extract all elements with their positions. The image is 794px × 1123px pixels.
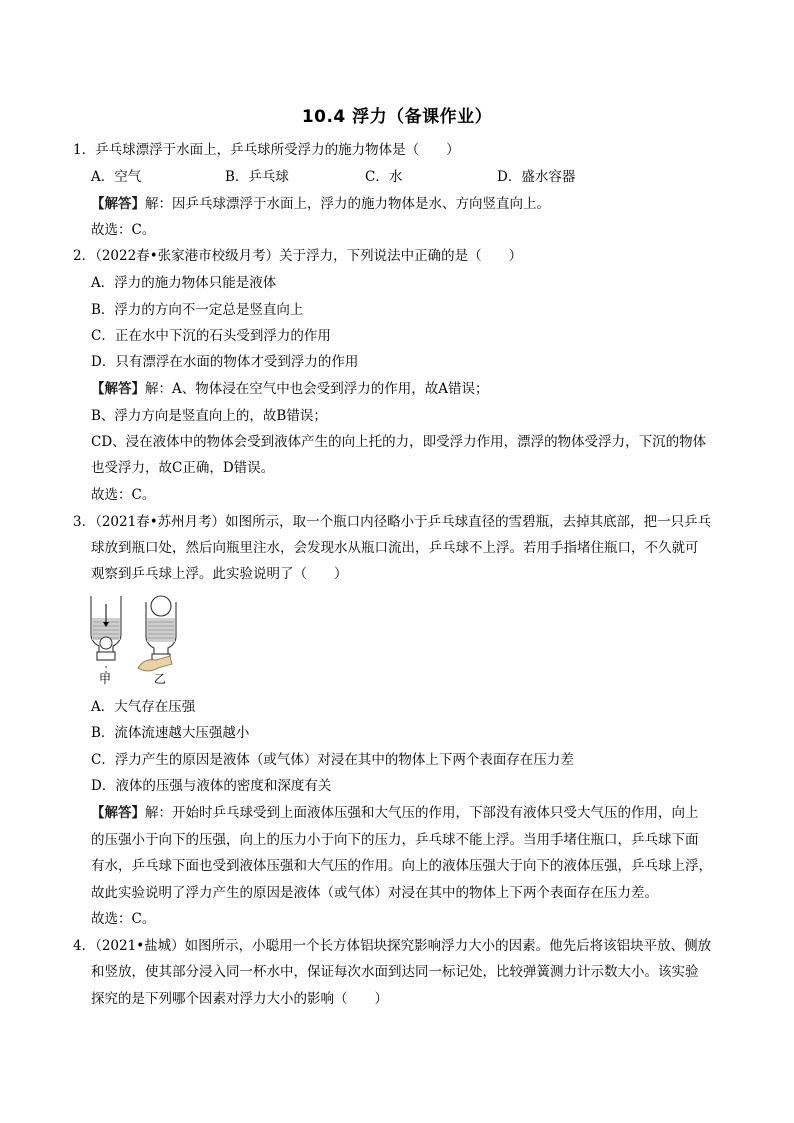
answer-tag: 【解答】 xyxy=(91,381,145,397)
question-1-choice: 故选：C。 xyxy=(91,222,156,238)
question-2-option-b: B．浮力的方向不一定总是竖直向上 xyxy=(91,302,304,318)
question-4-stem-line-3: 探究的是下列哪个因素对浮力大小的影响（ ） xyxy=(91,991,388,1007)
question-2-option-c: C．正在水中下沉的石头受到浮力的作用 xyxy=(91,328,331,344)
question-2-answer-line-2: B、浮力方向是竖直向上的，故B错误； xyxy=(91,408,327,424)
question-1-option-d: D．盛水容器 xyxy=(497,169,576,185)
question-3-answer-line-1 xyxy=(91,804,699,822)
answer-text: 解：因乒乓球漂浮于水面上，浮力的施力物体是水、方向竖直向上。 xyxy=(145,196,550,212)
question-3-answer-line-4: 故此实验说明了浮力产生的原因是液体（或气体）对浸在其中的物体上下两个表面存在压力差。 xyxy=(91,885,658,901)
question-3-stem-line-2: 球放到瓶口处，然后向瓶里注水，会发现水从瓶口流出，乒乓球不上浮。若用手指堵住瓶口，不久就可 xyxy=(91,540,699,556)
question-3-stem-line-1: 3．（2021春•苏州月考）如图所示，取一个瓶口内径略小于乒乓球直径的雪碧瓶，去掉其底部，把一只乒乓 xyxy=(73,514,712,530)
question-3-answer-line-3: 有水，乒乓球下面也受到液体压强和大气压的作用。向上的液体压强大于向下的液体压强，乒乓球上浮， xyxy=(91,858,712,874)
question-2-option-a: A．浮力的施力物体只能是液体 xyxy=(91,275,277,291)
answer-text: 解：A、物体浸在空气中也会受到浮力的作用，故A错误； xyxy=(145,381,489,397)
question-4-stem-line-2: 和竖放，使其部分浸入同一杯水中，保证每次水面到达同一标记处，比较弹簧测力计示数大小。该实验 xyxy=(91,964,699,980)
question-3-option-c: C．浮力产生的原因是液体（或气体）对浸在其中的物体上下两个表面存在压力差 xyxy=(91,752,574,768)
figure-label-yi: 乙 xyxy=(154,672,167,686)
question-2-answer-line-1 xyxy=(91,380,489,398)
question-3-choice: 故选：C。 xyxy=(91,911,156,927)
question-1-option-c: C．水 xyxy=(365,169,403,185)
question-2-option-d: D．只有漂浮在水面的物体才受到浮力的作用 xyxy=(91,354,359,370)
figure-label-jia: 甲 xyxy=(99,672,112,686)
page-title: 10.4 浮力（备课作业） xyxy=(301,107,493,127)
question-2-answer-line-3: CD、浸在液体中的物体会受到液体产生的向上托的力，即受浮力作用，漂浮的物体受浮力，下沉的物体 xyxy=(91,434,707,450)
question-3-answer-line-2: 的压强小于向下的压强，向上的压力小于向下的压力，乒乓球不能上浮。当用手堵住瓶口，乒乓球下面 xyxy=(91,832,699,848)
question-4-stem-line-1: 4．（2021•盐城）如图所示，小聪用一个长方体铝块探究影响浮力大小的因素。他先后将该铝块平放、侧放 xyxy=(73,938,712,954)
question-1-stem: 1．乒乓球漂浮于水面上，乒乓球所受浮力的施力物体是（ ） xyxy=(73,142,460,158)
question-3-option-d: D．液体的压强与液体的密度和深度有关 xyxy=(91,778,332,794)
answer-tag: 【解答】 xyxy=(91,805,145,821)
answer-tag: 【解答】 xyxy=(91,196,145,212)
question-1-answer xyxy=(91,195,550,213)
bottle-experiment-figure xyxy=(86,594,196,686)
question-3-stem-line-3: 观察到乒乓球上浮。此实验说明了（ ） xyxy=(91,566,348,582)
question-1-option-a: A．空气 xyxy=(91,169,142,185)
question-2-stem: 2．（2022春•张家港市校级月考）关于浮力，下列说法中正确的是（ ） xyxy=(73,248,523,264)
question-3-option-b: B．流体流速越大压强越小 xyxy=(91,725,250,741)
answer-text: 解：开始时乒乓球受到上面液体压强和大气压的作用，下部没有液体只受大气压的作用，向上 xyxy=(145,805,699,821)
question-2-choice: 故选：C。 xyxy=(91,487,156,503)
question-2-answer-line-4: 也受浮力，故C正确，D错误。 xyxy=(91,460,275,476)
question-1-option-b: B．乒乓球 xyxy=(225,169,289,185)
question-3-option-a: A．大气存在压强 xyxy=(91,699,196,715)
